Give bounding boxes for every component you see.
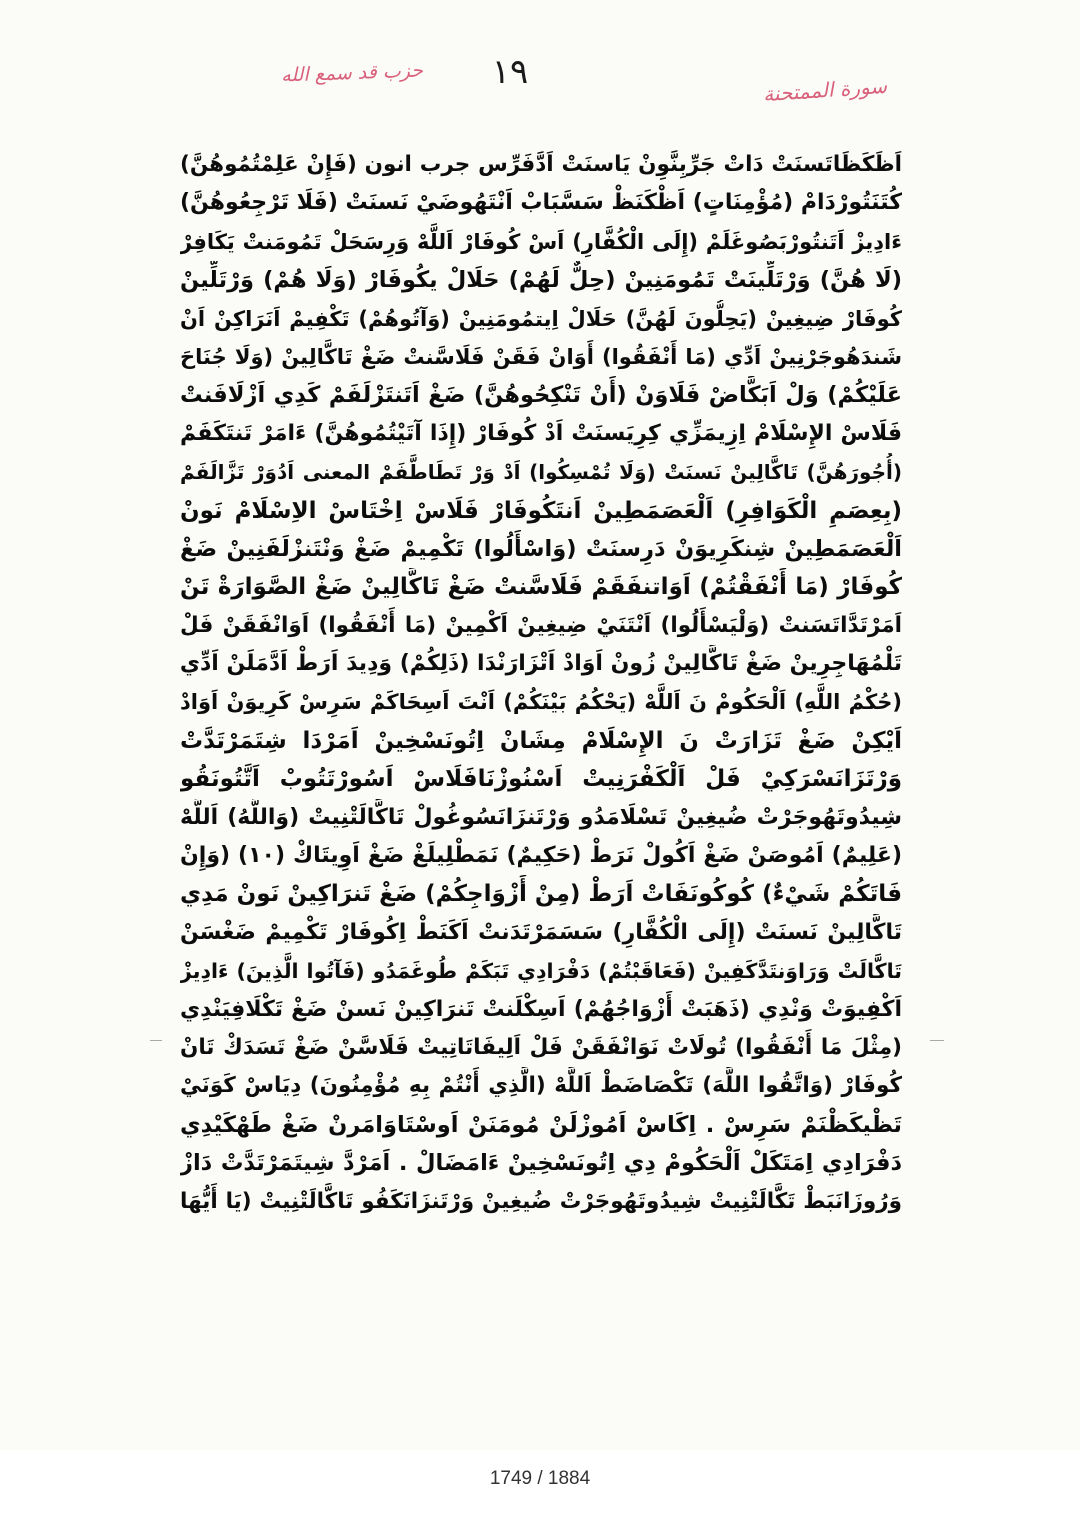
text-line: (عَلِيمٌ) اَمُوصَنْ ضَغْ اَكُولْ نَرَطْ (حَكِيمٌ) نَمَطْلِيلَغْ ضَغْ اَوِيتَاكْ (١٠) (وَإِنْ xyxy=(180,843,902,869)
text-line: تَاكَّالَتْ وَرَاوَنتَدَّكَفِينْ (فَعَاقَبْتُمْ) دَفْرَادِي تَبَكَمْ طُوغَمَدُو (فَآتُوا الَّذِينَ) ءَادِيزْ xyxy=(180,959,902,984)
text-line: كُوفَارْ ضِيغِينْ (يَحِلُّونَ لَهُنَّ) حَلَالْ اِيتمُومَنِينْ (وَآتُوهُمْ) تَكْفِيمْ اَنَرَاكِنْ اَنْ xyxy=(180,306,902,331)
text-line: وَرُوزَانَبَطْ تَكَّالَتْنِيتْ شِيدُوتَهُوجَرْتْ ضُيغِينْ وَرْتَنزَانَكَفُو تَاكَّالَتْنِيتْ (يَا أَيُّهَا xyxy=(180,1188,902,1214)
text-line: كُوفَارْ (وَاتَّقُوا اللَّهَ) تَكْصَاضَطْ اَللَّهْ (الَّذِي أَنْتُمْ بِهِ مُؤْمِنُونَ) دِيَاسْ كَوَنَيْ xyxy=(180,1073,902,1099)
text-line: اَظَكَظَاتَسنَتْ دَاتْ جَرِّبِنَّوِنْ يَاسنَتْ اَدَّفَرِّس جرب انون (فَإِنْ عَلِمْتُمُوهُنَّ) xyxy=(180,152,902,177)
text-line: اَمَرْتَدَّاتَسَنتْ (وَلْيَسْأَلُوا) اَنْتَنَيْ ضِيغِينْ اَكْمِينْ (مَا أَنْفَقُوا) اَوَانْفَقَنْ فَلْ xyxy=(180,612,902,638)
text-line: تَظْيكَظْنَمْ سَرِسْ . اِكَاسْ اَمُوزْلَنْ مُومَنَنْ اَوسْتَاوَامَرنْ ضَغْ طَهْكَيْدِي xyxy=(180,1111,902,1138)
header-hizb-note: حزب قد سمع الله xyxy=(280,59,424,87)
text-line: فَلَاسْ الإِسْلَامْ اِزِيمَزِّي كِرِيَسنَتْ اَدْ كُوفَارْ (إِذَا آتَيْتُمُوهُنَّ) ءَامَرْ تَنتَكَفَمْ xyxy=(180,420,902,446)
text-line: كُتَنَتُورْدَامْ (مُؤْمِنَاتٍ) اَظْكَنَظْ سَسَّبَابْ اَنْتَهُوضَيْ نَسنَتْ (فَلَا تَرْجِعُوهُنَّ) xyxy=(180,190,902,216)
text-line: (بِعِصَمِ الْكَوَافِرِ) اَلْعَصَمَطِينْ اَنتَكُوفَارْ فَلَاسْ اِخْتَاسْ الاِسْلَامْ نَونْ xyxy=(180,497,902,524)
page-indicator: 1749 / 1884 xyxy=(489,1468,591,1489)
text-line: تَلْمُهَاجِرِينْ ضَغْ تَاكَّالِينْ زُونْ اَوَادْ اَتْزَارَنْدَا (ذَلِكُمْ) وَدِيدَ اَرَطْ اَدَّمَلَنْ اَدِّي xyxy=(180,651,902,677)
text-line: اَيْكِنْ ضَغْ تَزَارَتْ نَ الإِسْلَامْ مِشَانْ اِتُونَسْخِينْ اَمَرْدَا شِتَمَرْتَدَّتْ xyxy=(180,727,902,754)
text-line: (أُجُورَهُنَّ) تَاكَّالِينْ نَسنَتْ (وَلَا تُمْسِكُوا) اَدْ وَرْ تَطَاطَّفَمْ المعنى اَدُوَرْ تَزَّالَفَمْ xyxy=(180,460,902,485)
margin-tick-right xyxy=(930,1040,944,1041)
text-line: اَكْفِيوَتْ وَنْدِي (ذَهَبَتْ أَزْوَاجُهُمْ) اَسِكْلَنتْ تَنرَاكِينْ نَسنْ ضَغْ تَكْلَافِيَنْدِي xyxy=(180,996,902,1022)
text-line: شَندَهُوجَرْنِينْ اَدِّي (مَا أَنْفَقُوا) أَوَانْ فَقَنْ فَلَاسَّنتْ ضَغْ تَاكَّالِينْ (وَلَا جُنَاحَ xyxy=(180,344,902,369)
text-line: عَلَيْكُمْ) وَلْ اَبَكَّاضْ فَلَاوَنْ (أَنْ تَنْكِحُوهُنَّ) ضَغْ اَتَنتَزْلَفَمْ كَدِي اَزْلَافَنتْ xyxy=(180,382,902,409)
text-line: (لَا هُنَّ) وَرْتَلِّينَتْ تَمُومَنِينْ (حِلٌّ لَهُمْ) حَلَالْ يكُوفَارْ (وَلَا هُمْ) وَرْتَلِّينْ xyxy=(180,267,902,294)
text-line: شِيدُوتَهُوجَرْتْ ضُيغِينْ تَسْلَامَدُو وَرْتَنزَانَسُوغُولْ تَاكَّالَتْنِيتْ (وَاللَّهُ) اَللَّهْ xyxy=(180,804,902,830)
text-line: دَفْرَادِي اِمَتَكَلْ اَلْحَكُومْ دِي اِتُونَسْخِينْ ءَامَضَالْ . اَمَرْدَّ شِيتَمَرْتَدَّتْ دَازْ xyxy=(180,1150,902,1177)
text-line: (مِثْلَ مَا أَنْفَقُوا) تُولَاتْ نَوَانْفَقَنْ فَلْ اَلِيفَاتَاتِيتْ فَلَاسَّنْ ضَغْ تَسَدَكْ تَانْ xyxy=(180,1034,902,1060)
text-line: وَرْتَزَانَسْرَكِيْ فَلْ اَلْكَفْرَنِيتْ اَسْنُوزْنَافَلَاسْ اَسُورْتَتُوبْ اَتَّتُونَقُو xyxy=(180,766,902,793)
text-line: ءَادِيزْ اَتَنتُورْبَصُوغَلَمْ (إِلَى الْكُفَّارِ) اَسْ كُوفَارْ اَللَّهْ وَرِسَحَلْ تَمُومَنتْ يَكَافِرْ xyxy=(180,229,902,254)
page-number: ١٩ xyxy=(491,52,529,92)
text-line: (حُكْمُ اللَّهِ) اَلْحَكُومْ نَ اَللَّهْ (يَحْكُمُ بَيْنَكُمْ) اَنْتَ اَسِحَاكَمْ سَرِسْ كَرِيوَنْ اَوَادْ xyxy=(180,690,902,715)
margin-tick-left xyxy=(150,1040,162,1041)
page-body-text xyxy=(180,146,902,1221)
text-line: فَاتَكُمْ شَيْءٌ) كُوكُونَفَاتْ اَرَطْ (مِنْ أَزْوَاجِكُمْ) ضَغْ تَنرَاكِينْ نَونْ مَدِي xyxy=(180,881,902,908)
text-line: تَاكَّالِينْ نَسنَتْ (إِلَى الْكُفَّارِ) سَسَمَرْتَدَنتْ اَكَنَطْ اِكُوفَارْ تَكْمِيمْ ضَغْسَنْ xyxy=(180,919,902,945)
text-line: اَلْعَصَمَطِينْ شِنكَرِيوَنْ دَرِسنَتْ (وَاسْأَلُوا) تَكْمِيمْ ضَغْ وَنْتَنزْلَفَنِينْ ضَغْ xyxy=(180,535,902,562)
text-line: كُوفَارْ (مَا أَنْفَقْتُمْ) اَوَاتنفَقَمْ فَلَاسَّنتْ ضَغْ تَاكَّالِينْ ضَغْ الصَّوَارَةْ تَنْ xyxy=(180,574,902,601)
header-surah-note: سورة الممتحنة xyxy=(762,73,888,107)
